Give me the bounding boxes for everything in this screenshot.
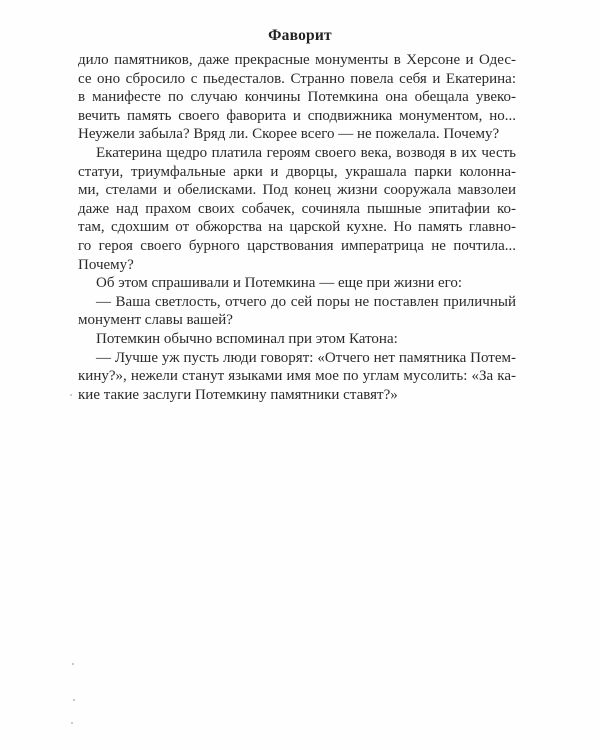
text-line: статуи, триумфальные арки и дворцы, украшала парки колонна-	[78, 163, 516, 180]
text-line: монумент славы вашей?	[78, 312, 233, 329]
text-line: кие такие заслуги Потемкину памятники ставят?»	[78, 386, 398, 403]
paragraph-3	[78, 274, 516, 293]
paragraph-6	[78, 349, 516, 405]
text-line: в манифесте по случаю кончины Потемкина она обещала увеко-	[78, 89, 516, 106]
paragraph-2	[78, 144, 516, 274]
scan-speck	[72, 663, 74, 665]
running-head: Фаворит	[268, 27, 332, 44]
scan-speck	[70, 394, 72, 396]
text-line: Почему?	[78, 256, 134, 273]
text-line: дило памятников, даже прекрасные монументы в Херсоне и Одес-	[78, 52, 516, 68]
text-line: вечить память своего фаворита и сподвижника монументом, но...	[78, 107, 516, 124]
text-line: Об этом спрашивали и Потемкина — еще при жизни его:	[96, 275, 463, 292]
text-line: кину?», нежели станут языками имя мое по углам мусолить: «За ка-	[78, 368, 516, 385]
text-line: — Лучше уж пусть люди говорят: «Отчего нет памятника Потем-	[96, 349, 516, 366]
paragraph-4	[78, 293, 516, 330]
text-line: го героя своего бурного царствования императрица не почтила...	[78, 237, 516, 254]
text-line: Екатерина щедро платила героям своего века, возводя в их честь	[96, 144, 516, 161]
text-line: — Ваша светлость, отчего до сей поры не поставлен приличный	[96, 293, 516, 310]
text-line: там, сдохшим от обжорства на царской кухне. Но память главно-	[78, 219, 516, 236]
text-line: ми, стелами и обелисками. Под конец жизни сооружала мавзолеи	[78, 182, 516, 199]
scan-speck	[73, 699, 75, 701]
scan-speck	[71, 722, 73, 724]
text-line: се оно сбросило с пьедесталов. Странно повела себя и Екатерина:	[78, 70, 516, 87]
body-text	[78, 51, 516, 404]
paragraph-1	[78, 51, 516, 144]
text-line: даже над прахом своих собачек, сочиняла пышные эпитафии ко-	[78, 200, 516, 217]
paragraph-5	[78, 330, 516, 349]
text-line: Потемкин обычно вспоминал при этом Катона:	[96, 330, 398, 347]
text-line: Неужели забыла? Вряд ли. Скорее всего — не пожелала. Почему?	[78, 126, 500, 143]
